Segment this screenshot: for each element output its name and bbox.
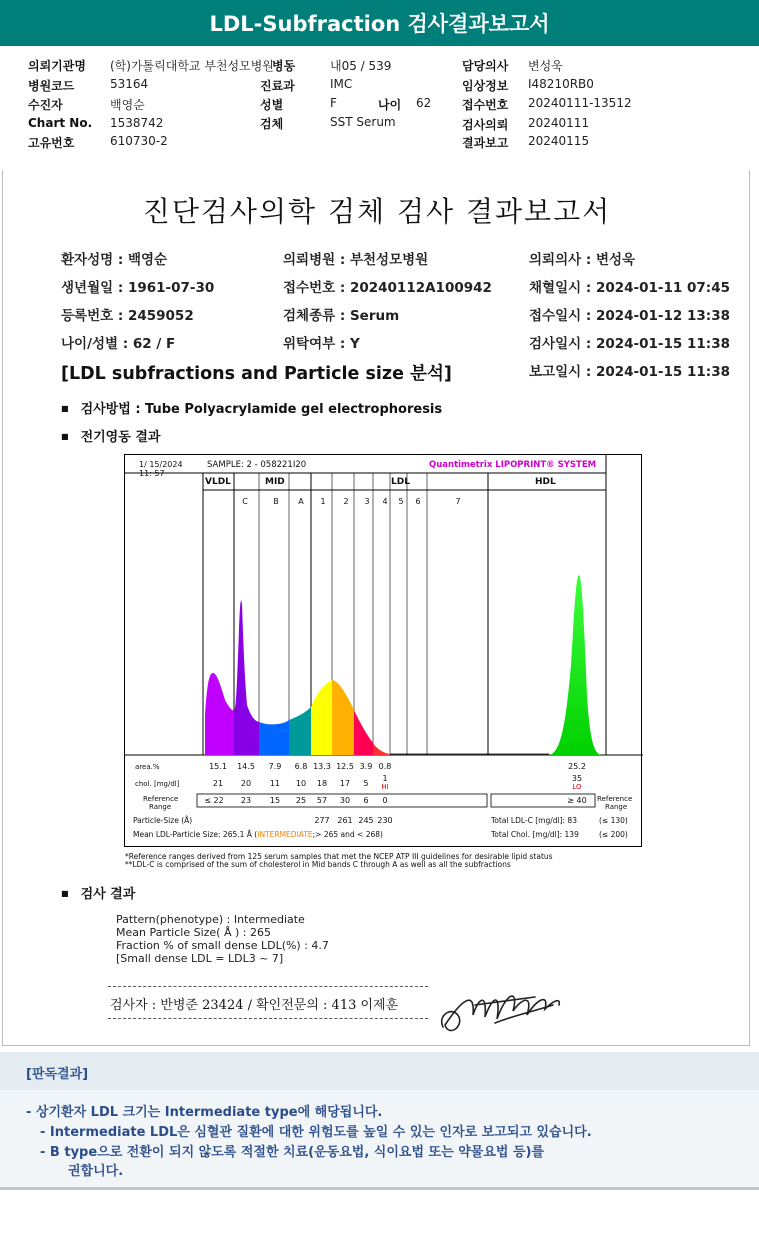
referring-doctor: 의뢰의사 : 변성욱 [529,252,636,268]
field-value-chart-no: 1538742 [110,116,164,130]
age-sex: 나이/성별 : 62 / F [61,336,176,352]
document-title: 진단검사의학 검체 검사 결과보고서 [142,195,612,228]
area-2: 12.5 [336,762,354,771]
chol-c: 20 [240,779,252,788]
field-label-receipt-no: 접수번호 [462,98,509,112]
method-line [61,398,442,417]
field-label-clinical-info: 임상정보 [462,79,509,93]
footnote-1: *Reference ranges derived from 125 serum samples that met the NCEP ATP III guidelines for desirable lipid status [125,852,553,861]
report-title: LDL-Subfraction 검사결과보고서 [209,12,550,36]
electrophoresis-chart [124,454,642,847]
field-label-institution: 의뢰기관명 [28,59,86,73]
electrophoresis-peak [234,600,259,755]
method-text: 검사방법 : Tube Polyacrylamide gel electrophoresis [80,402,443,417]
electrophoresis-peak [373,743,390,755]
chol-4 [370,775,400,791]
chol-1: 18 [316,779,328,788]
ref-4: 0 [382,796,388,805]
figure-brand: Quantimetrix LIPOPRINT® SYSTEM [429,460,597,470]
area-a: 6.8 [294,762,308,771]
field-value-ward: 내05 / 539 [330,59,392,73]
electro-heading-text: 전기영동 결과 [80,430,161,445]
area-hdl: 25.2 [568,762,586,771]
electro-heading [61,426,160,445]
ref-b: 15 [269,796,281,805]
chol-hi-flag: HI [381,783,389,791]
field-value-specimen: SST Serum [330,115,396,129]
particle-size-label: Particle-Size (Å) [133,816,193,825]
field-label-chart-no: Chart No. [28,116,93,130]
interpretation-line-3: - B type으로 전환이 되지 않도록 적절한 치료(운동요법, 식이요법 또는 약물요법 등)를 [40,1145,545,1160]
chol-hdl-value: 35 [571,774,583,783]
ref-a: 25 [295,796,307,805]
field-label-hospital-code: 병원코드 [28,79,75,93]
result-heading [61,883,135,902]
figure-sample: SAMPLE: 2 - 058221I20 [207,460,307,470]
field-value-unique-no: 610730-2 [110,134,168,148]
report-document [2,170,750,1046]
ref-side-1: Reference [597,795,633,803]
band-b: B [273,497,279,506]
field-label-patient: 수진자 [28,98,63,112]
field-value-doctor: 변성욱 [528,59,563,73]
collection-time: 채혈일시 : 2024-01-11 07:45 [529,280,730,296]
ref-vldl: ≤ 22 [204,796,224,805]
result-sdldl: Fraction % of small dense LDL(%) : 4.7 [116,939,329,952]
field-value-hospital-code: 53164 [110,77,149,91]
report-title-bar [0,0,759,46]
group-ldl: LDL [391,477,410,487]
electrophoresis-peak [205,673,234,755]
chol-3: 5 [363,779,369,788]
field-label-age: 나이 [378,98,402,112]
chol-lo-flag: LO [572,783,582,791]
signature-text: 검사자 : 반병준 23424 / 확인전문의 : 413 이제훈 [110,998,399,1013]
field-label-request-date: 검사의뢰 [462,118,509,132]
field-label-department: 진료과 [260,79,295,93]
figure-date [139,460,183,478]
area-4: 0.8 [378,762,392,771]
signature-line-bottom [108,1018,428,1019]
field-label-doctor: 담당의사 [462,59,509,73]
field-value-department: IMC [330,77,353,91]
field-value-sex: F [330,96,337,110]
mean-type: INTERMEDIATE [257,830,313,839]
footnote-2: **LDL-C is comprised of the sum of cholesterol in Mid bands C through A as well as all the subfractions [125,860,511,869]
interpretation-line-2: - Intermediate LDL은 심혈관 질환에 대한 위험도를 높일 수 있는 인자로 보고되고 있습니다. [40,1125,592,1140]
area-c: 14.5 [237,762,255,771]
band-1: 1 [320,497,326,506]
mean-prefix: Mean LDL-Particle Size: 265.1 Å ( [133,830,258,839]
field-label-sex: 성별 [260,98,284,112]
chol-4-value: 1 [382,774,388,783]
ref-2: 30 [339,796,351,805]
result-pattern: Pattern(phenotype) : Intermediate [116,913,305,926]
ref-1: 57 [316,796,328,805]
field-label-specimen: 검체 [260,117,284,131]
band-2: 2 [343,497,349,506]
field-label-ward: 병동 [272,59,296,73]
group-hdl: HDL [535,477,556,487]
group-mid: MID [265,477,285,487]
field-label-report-date: 결과보고 [462,136,509,150]
electrophoresis-peak [332,680,354,755]
field-value-clinical-info: I48210RB0 [528,77,594,91]
interpretation-header [0,1052,759,1090]
area-vldl: 15.1 [209,762,227,771]
interpretation-box [0,1090,759,1190]
referring-hospital: 의뢰병원 : 부천성모병원 [283,252,429,268]
field-value-patient: 백영순 [110,98,145,112]
test-time: 검사일시 : 2024-01-15 11:38 [529,336,730,352]
total-ldl-ref: (≤ 130) [599,816,628,825]
total-chol: Total Chol. [mg/dl]: 139 [491,830,579,839]
band-a: A [298,497,304,506]
result-sdldl-def: [Small dense LDL = LDL3 ~ 7] [116,952,284,965]
field-value-request-date: 20240111 [528,116,590,130]
row-label-area: area.% [135,763,160,771]
interpretation-title: [판독결과] [26,1067,89,1082]
electrophoresis-peak [354,710,373,755]
result-heading-text: 검사 결과 [80,887,136,902]
area-b: 7.9 [268,762,282,771]
particle-2: 261 [337,816,353,825]
ref-side-2: Range [605,803,628,811]
figure-time-text: 11: 57 [139,469,165,478]
area-3: 3.9 [359,762,373,771]
accession-no: 접수번호 : 20240112A100942 [283,280,492,296]
total-ldl: Total LDL-C [mg/dl]: 83 [491,816,577,825]
outsourced: 위탁여부 : Y [283,336,360,352]
chol-2: 17 [339,779,351,788]
band-4: 4 [382,497,388,506]
electrophoresis-peak [311,680,332,755]
field-value-institution: (학)가톨릭대학교 부천성모병원 [110,59,274,73]
total-chol-ref: (≤ 200) [599,830,628,839]
electrophoresis-peak [289,707,311,755]
figure-date-text: 1/ 15/2024 [139,460,183,469]
chol-b: 11 [269,779,281,788]
particle-3: 245 [358,816,374,825]
band-3: 3 [364,497,370,506]
birth-date: 생년월일 : 1961-07-30 [61,280,215,296]
mean-particle-size [133,830,383,839]
signature-line-top [108,986,428,987]
row-label-chol: chol. [mg/dl] [135,780,180,788]
field-label-unique-no: 고유번호 [28,136,75,150]
field-value-receipt-no: 20240111-13512 [528,96,632,110]
chol-vldl: 21 [212,779,224,788]
result-mean-size: Mean Particle Size( Å ) : 265 [116,926,271,939]
row-label-ref: Reference [143,795,179,803]
particle-1: 277 [314,816,330,825]
mean-suffix: ;> 265 and < 268) [312,830,383,839]
group-vldl: VLDL [205,477,231,487]
patient-name: 환자성명 : 백영순 [61,252,168,268]
interpretation-line-4: 권합니다. [68,1164,124,1179]
section-title: [LDL subfractions and Particle size 분석] [61,364,452,384]
interpretation-line-1: - 상기환자 LDL 크기는 Intermediate type에 해당됩니다. [26,1105,383,1120]
area-1: 13.3 [313,762,331,771]
electrophoresis-peak [259,720,289,755]
particle-4: 230 [377,816,393,825]
field-value-report-date: 20240115 [528,134,590,148]
band-c: C [242,497,248,506]
row-label-range: Range [149,803,172,811]
band-7: 7 [455,497,461,506]
handwritten-signature [435,975,575,1045]
field-value-age: 62 [416,96,432,110]
ref-c: 23 [240,796,252,805]
chol-hdl [562,775,592,791]
registration-no: 등록번호 : 2459052 [61,308,194,324]
chol-a: 10 [295,779,307,788]
ref-hdl: ≥ 40 [567,796,587,805]
specimen-type: 검체종류 : Serum [283,308,400,324]
band-5: 5 [398,497,404,506]
receipt-time: 접수일시 : 2024-01-12 13:38 [529,308,730,324]
ref-3: 6 [363,796,369,805]
band-6: 6 [415,497,421,506]
report-time: 보고일시 : 2024-01-15 11:38 [529,364,730,380]
electrophoresis-peak [549,575,601,755]
